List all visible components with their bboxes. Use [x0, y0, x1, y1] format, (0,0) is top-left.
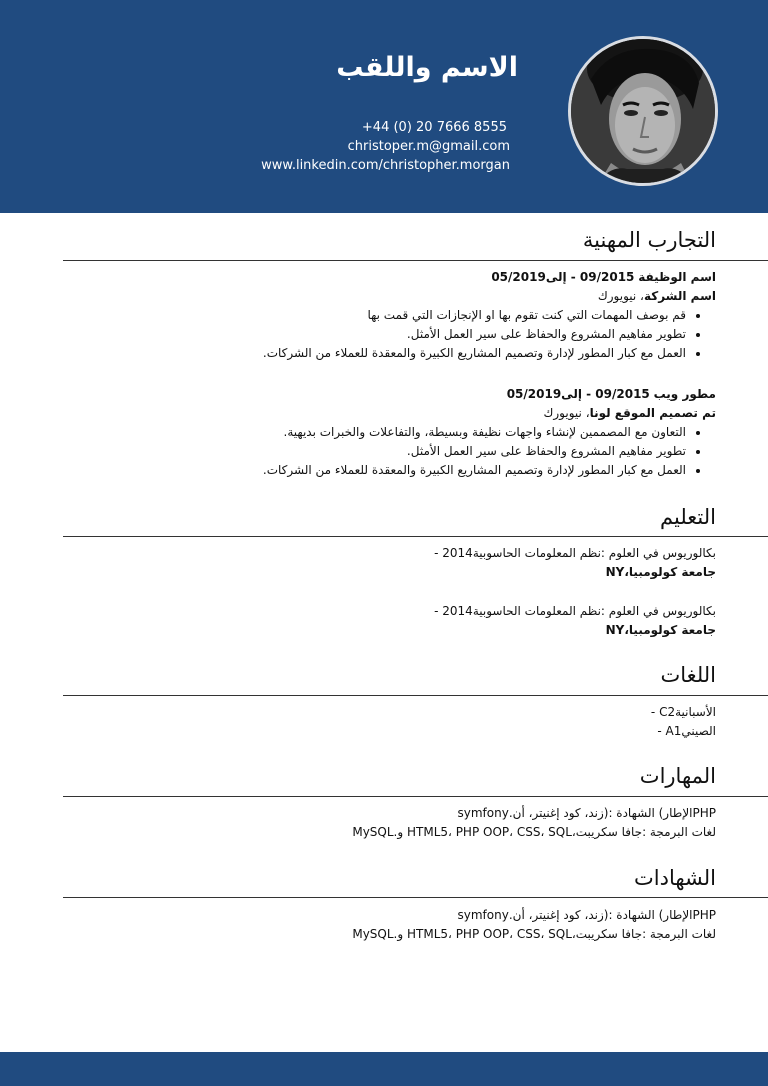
skills-divider — [63, 796, 768, 797]
skill-line: لغات البرمجة :جافا سكريبت،HTML5، PHP OOP، CSS، SQL و.MySQL — [352, 825, 716, 839]
list-item: • العمل مع كبار المطور لإدارة وتصميم المشاريع الكبيرة والمعقدة للعملاء من الشركات. — [116, 461, 686, 480]
education-entry — [116, 602, 716, 640]
education-degree: بكالوريوس في العلوم :نظم المعلومات الحاسوبية2014 - — [434, 546, 716, 560]
job-bullets — [116, 306, 716, 363]
education-heading: التعليم — [660, 505, 716, 529]
job-title-line — [116, 268, 716, 287]
experience-divider — [63, 260, 768, 261]
portrait-image — [571, 39, 715, 183]
list-item: • التعاون مع المصممين لإنشاء واجهات نظيفة وبسيطة، والتفاعلات والخبرات بديهية. — [116, 423, 686, 442]
job-company: اسم الشركة — [643, 289, 716, 303]
languages-list — [116, 703, 716, 741]
certificates-heading: الشهادات — [633, 866, 716, 890]
education-degree: بكالوريوس في العلوم :نظم المعلومات الحاسوبية2014 - — [434, 604, 716, 618]
job-role: مطور ويب — [653, 387, 716, 401]
job-dates: 09/2015 - إلى05/2019 — [506, 387, 650, 401]
job-bullets — [116, 423, 716, 480]
profile-photo — [568, 36, 718, 186]
email-link[interactable]: christoper.m@gmail.com — [347, 139, 510, 154]
job-company-line — [116, 287, 716, 306]
job-location: ، نيويورك — [597, 289, 644, 303]
job-title-line — [116, 385, 716, 404]
footer-bar — [0, 1052, 768, 1086]
skill-line: PHPالإطار) الشهادة :(زند، كود إغنيتر، أن.symfony — [457, 806, 716, 820]
phone-text: +44 (0) 20 7666 8555 — [361, 120, 507, 135]
certificates-divider — [63, 897, 768, 898]
job-entry — [116, 268, 716, 363]
list-item: • تطوير مفاهيم المشروع والحفاظ على سير العمل الأمثل. — [116, 442, 686, 461]
education-entry — [116, 544, 716, 582]
job-entry — [116, 385, 716, 480]
certificate-line: PHPالإطار) الشهادة :(زند، كود إغنيتر، أن.symfony — [457, 908, 716, 922]
language-item: الصينيA1 - — [657, 724, 716, 738]
education-school: جامعة كولومبيا،NY — [605, 565, 716, 579]
contact-info — [250, 118, 510, 175]
job-role: اسم الوظيفة — [638, 270, 716, 284]
linkedin-link[interactable]: www.linkedin.com/christopher.morgan — [261, 158, 510, 173]
skills-heading: المهارات — [639, 764, 716, 788]
experience-heading: التجارب المهنية — [582, 228, 716, 252]
full-name: الاسم واللقب — [336, 52, 518, 83]
language-item: الأسبانيةC2 - — [650, 705, 716, 719]
list-item: • تطوير مفاهيم المشروع والحفاظ على سير العمل الأمثل. — [116, 325, 686, 344]
education-divider — [63, 536, 768, 537]
job-company-line — [116, 404, 716, 423]
languages-heading: اللغات — [660, 663, 716, 687]
header-banner — [0, 0, 768, 213]
list-item: • قم بوصف المهمات التي كنت تقوم بها او الإنجازات التي قمت بها — [116, 306, 686, 325]
education-school: جامعة كولومبيا،NY — [605, 623, 716, 637]
job-company: تم تصميم الموقع لونا — [589, 406, 716, 420]
list-item: • العمل مع كبار المطور لإدارة وتصميم المشاريع الكبيرة والمعقدة للعملاء من الشركات. — [116, 344, 686, 363]
languages-divider — [63, 695, 768, 696]
certificates-list — [116, 906, 716, 944]
certificate-line: لغات البرمجة :جافا سكريبت،HTML5، PHP OOP، CSS، SQL و.MySQL — [352, 927, 716, 941]
job-dates: 09/2015 - إلى05/2019 — [491, 270, 635, 284]
job-location: ، نيويورك — [543, 406, 590, 420]
skills-list — [116, 804, 716, 842]
